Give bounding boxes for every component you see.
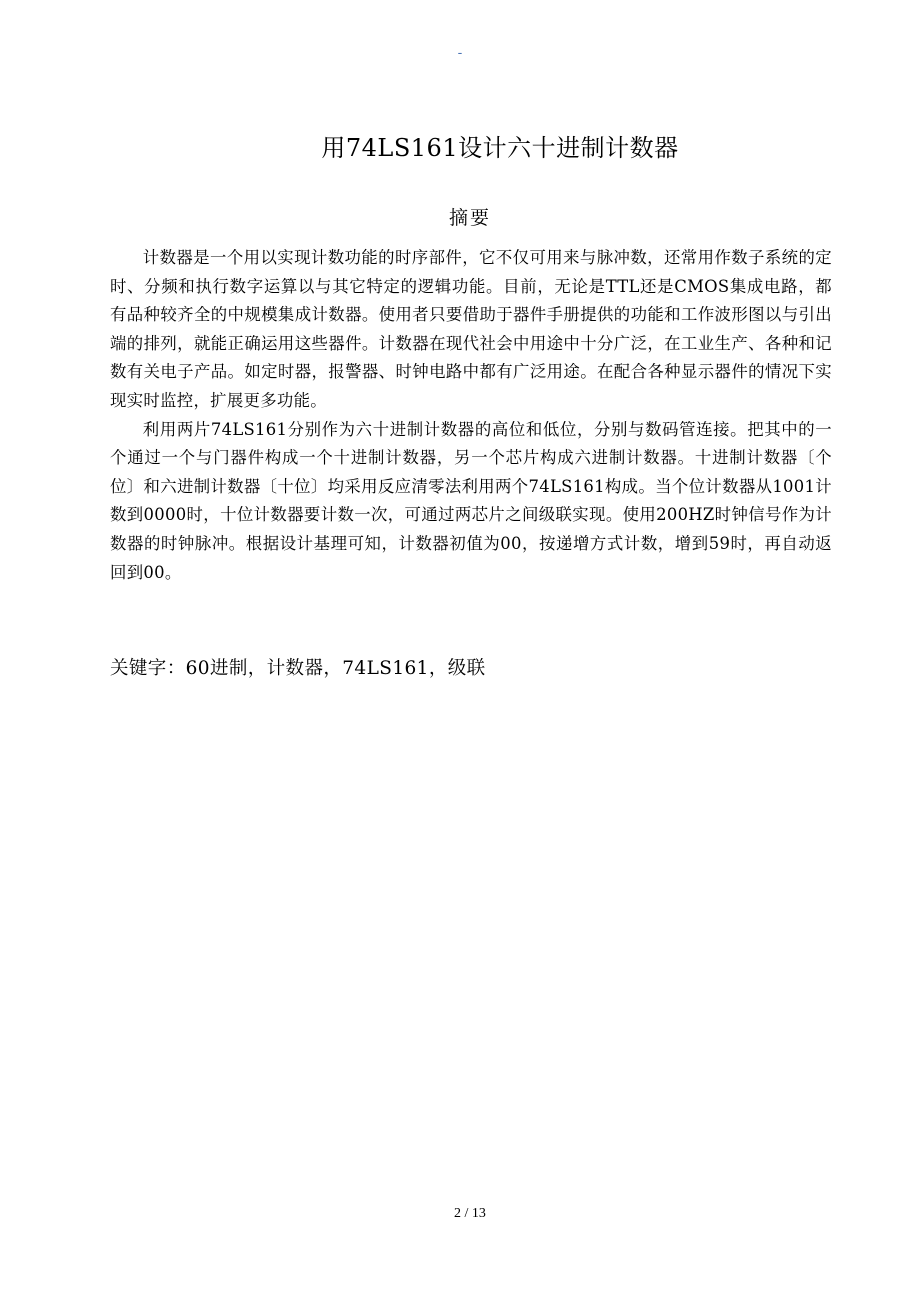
abstract-body (110, 244, 832, 587)
page-number: 2 / 13 (454, 1206, 486, 1221)
abstract-paragraph-1: 计数器是一个用以实现计数功能的时序部件，它不仅可用来与脉冲数，还常用作数子系统的定时、分频和执行数字运算以与其它特定的逻辑功能。目前，无论是TTL还是CMOS集成电路，都有品种较齐全的中规模集成计数器。使用者只要借助于器件手册提供的功能和工作波形图以与引出端的排列，就能正确运用这些器件。计数器在现代社会中用途中十分广泛，在工业生产、各种和记数有关电子产品。如定时器，报警器、时钟电路中都有广泛用途。在配合各种显示器件的情况下实现实时监控，扩展更多功能。 (110, 248, 832, 410)
document-title: 用74LS161设计六十进制计数器 (321, 134, 679, 162)
abstract-heading: 摘要 (448, 207, 491, 229)
keywords-line: 关键字：60进制，计数器，74LS161，级联 (110, 658, 486, 679)
header-mark: - (457, 46, 463, 61)
abstract-paragraph-2: 利用两片74LS161分别作为六十进制计数器的高位和低位，分别与数码管连接。把其中的一个通过一个与门器件构成一个十进制计数器，另一个芯片构成六进制计数器。十进制计数器〔个位〕和六进制计数器〔十位〕均采用反应清零法利用两个74LS161构成。当个位计数器从1001计数到0000时，十位计数器要计数一次，可通过两芯片之间级联实现。使用200HZ时钟信号作为计数器的时钟脉冲。根据设计基理可知，计数器初值为00，按递增方式计数，增到59时，再自动返回到00。 (110, 419, 832, 582)
